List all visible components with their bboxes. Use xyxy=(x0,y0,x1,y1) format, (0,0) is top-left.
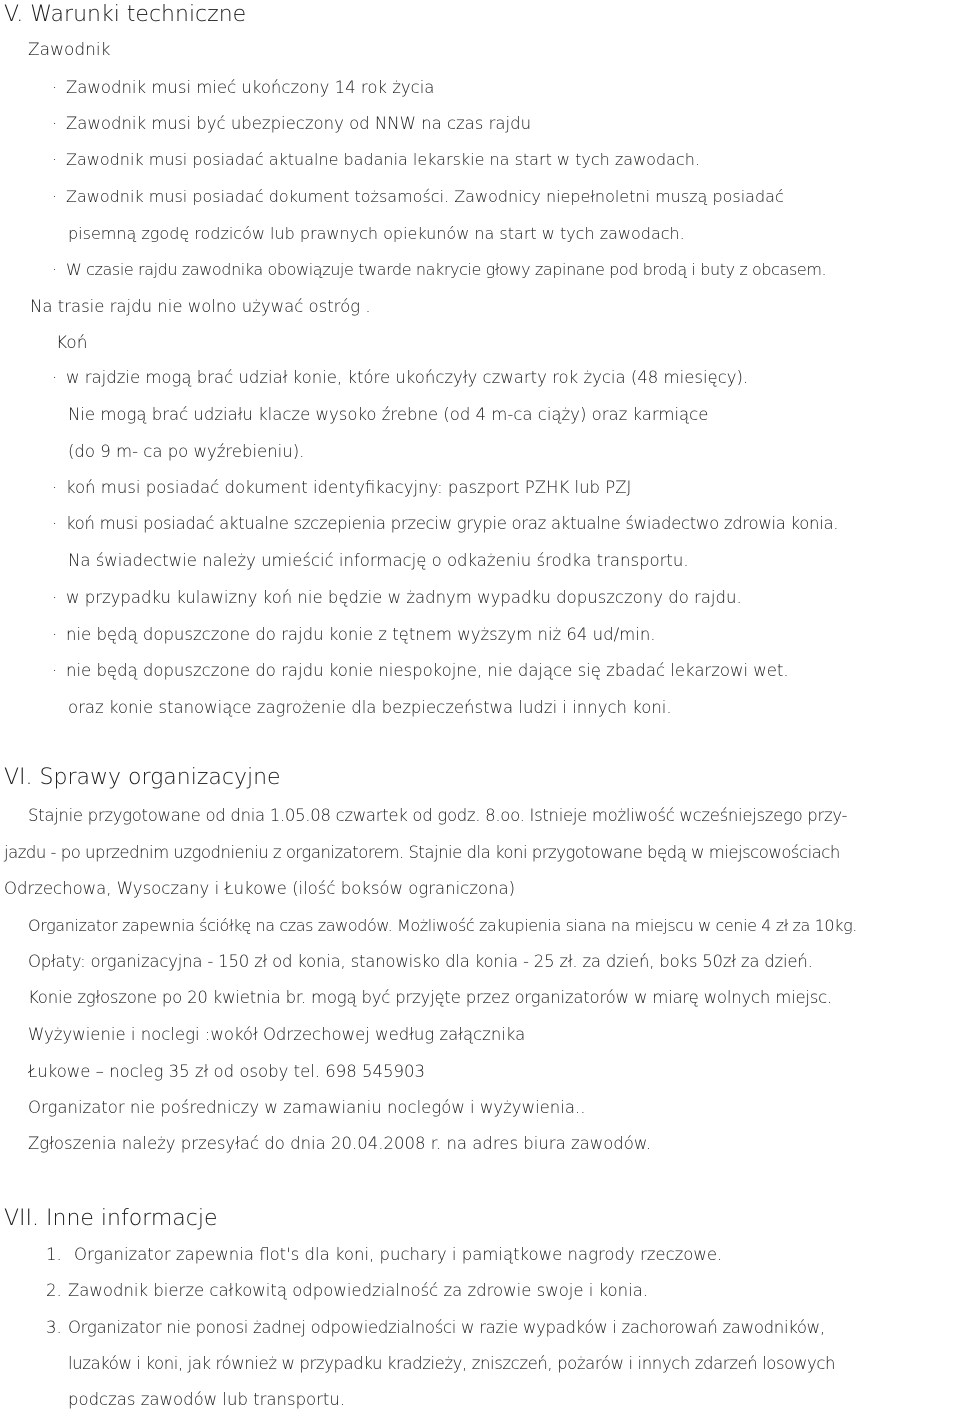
list-number: 2. xyxy=(46,1281,62,1300)
section-heading-vi: VI. Sprawy organizacyjne xyxy=(4,765,281,790)
list-item-continuation: pisemną zgodę rodziców lub prawnych opiekunów na start w tych zawodach. xyxy=(68,224,685,243)
list-number: 1. xyxy=(46,1245,62,1264)
list-item: · koń musi posiadać aktualne szczepienia przeciw grypie oraz aktualne świadectwo zdrowia konia. xyxy=(52,514,839,533)
list-item: · W czasie rajdu zawodnika obowiązuje twarde nakrycie głowy zapinane pod brodą i buty z obcasem. xyxy=(52,260,827,279)
paragraph: Łukowe – nocleg 35 zł od osoby tel. 698 545903 xyxy=(28,1062,426,1081)
list-item: Organizator zapewnia flot's dla koni, puchary i pamiątkowe nagrody rzeczowe. xyxy=(74,1245,723,1264)
paragraph: Odrzechowa, Wysoczany i Łukowe (ilość boksów ograniczona) xyxy=(4,879,516,898)
subsection-title-zawodnik: Zawodnik xyxy=(28,40,111,60)
subsection-title-kon: Koń xyxy=(56,333,88,353)
list-item-continuation: Nie mogą brać udziału klacze wysoko źrebne (od 4 m-ca ciąży) oraz karmiące xyxy=(68,405,709,424)
list-item: · nie będą dopuszczone do rajdu konie z tętnem wyższym niż 64 ud/min. xyxy=(52,625,656,644)
list-item: Organizator nie ponosi żadnej odpowiedzialności w razie wypadków i zachorowań zawodników, xyxy=(68,1318,825,1337)
list-item-continuation: Na świadectwie należy umieścić informację o odkażeniu środka transportu. xyxy=(68,551,689,570)
paragraph: jazdu - po uprzednim uzgodnieniu z organizatorem. Stajnie dla koni przygotowane będą w miejscowościach xyxy=(4,843,840,862)
paragraph: Organizator zapewnia ściółkę na czas zawodów. Możliwość zakupienia siana na miejscu w cenie 4 zł za 10kg. xyxy=(28,916,857,935)
list-item: · Zawodnik musi posiadać dokument tożsamości. Zawodnicy niepełnoletni muszą posiadać xyxy=(52,187,784,206)
section-heading-vii: VII. Inne informacje xyxy=(4,1206,218,1231)
list-item: Zawodnik bierze całkowitą odpowiedzialność za zdrowie swoje i konia. xyxy=(68,1281,649,1300)
paragraph: Konie zgłoszone po 20 kwietnia br. mogą być przyjęte przez organizatorów w miarę wolnych miejsc. xyxy=(28,988,833,1007)
list-item-continuation: podczas zawodów lub transportu. xyxy=(68,1390,346,1409)
list-number: 3. xyxy=(46,1318,62,1337)
section-heading-v: V. Warunki techniczne xyxy=(4,2,247,27)
paragraph: Organizator nie pośredniczy w zamawianiu noclegów i wyżywienia.. xyxy=(28,1098,586,1117)
list-item-continuation: luzaków i koni, jak również w przypadku kradzieży, zniszczeń, pożarów i innych zdarzeń losowych xyxy=(68,1354,836,1373)
paragraph: Na trasie rajdu nie wolno używać ostróg . xyxy=(30,297,371,316)
list-item: · Zawodnik musi mieć ukończony 14 rok życia xyxy=(52,78,435,97)
list-item-continuation: oraz konie stanowiące zagrożenie dla bezpieczeństwa ludzi i innych koni. xyxy=(68,698,672,717)
list-item: · koń musi posiadać dokument identyfikacyjny: paszport PZHK lub PZJ xyxy=(52,478,632,497)
list-item: · Zawodnik musi być ubezpieczony od NNW na czas rajdu xyxy=(52,114,532,133)
list-item-continuation: (do 9 m- ca po wyźrebieniu). xyxy=(68,442,305,461)
paragraph: Stajnie przygotowane od dnia 1.05.08 czwartek od godz. 8.oo. Istnieje możliwość wcześniejszego przy- xyxy=(28,806,848,825)
list-item: · w rajdzie mogą brać udział konie, które ukończyły czwarty rok życia (48 miesięcy). xyxy=(52,368,749,387)
paragraph: Zgłoszenia należy przesyłać do dnia 20.04.2008 r. na adres biura zawodów. xyxy=(28,1134,652,1153)
list-item: · w przypadku kulawizny koń nie będzie w żadnym wypadku dopuszczony do rajdu. xyxy=(52,588,742,607)
paragraph: Wyżywienie i noclegi :wokół Odrzechowej według załącznika xyxy=(28,1025,526,1044)
list-item: · nie będą dopuszczone do rajdu konie niespokojne, nie dające się zbadać lekarzowi wet. xyxy=(52,661,789,680)
list-item: · Zawodnik musi posiadać aktualne badania lekarskie na start w tych zawodach. xyxy=(52,150,700,169)
paragraph: Opłaty: organizacyjna - 150 zł od konia, stanowisko dla konia - 25 zł. za dzień, boks 50zł za dzień. xyxy=(28,952,813,971)
